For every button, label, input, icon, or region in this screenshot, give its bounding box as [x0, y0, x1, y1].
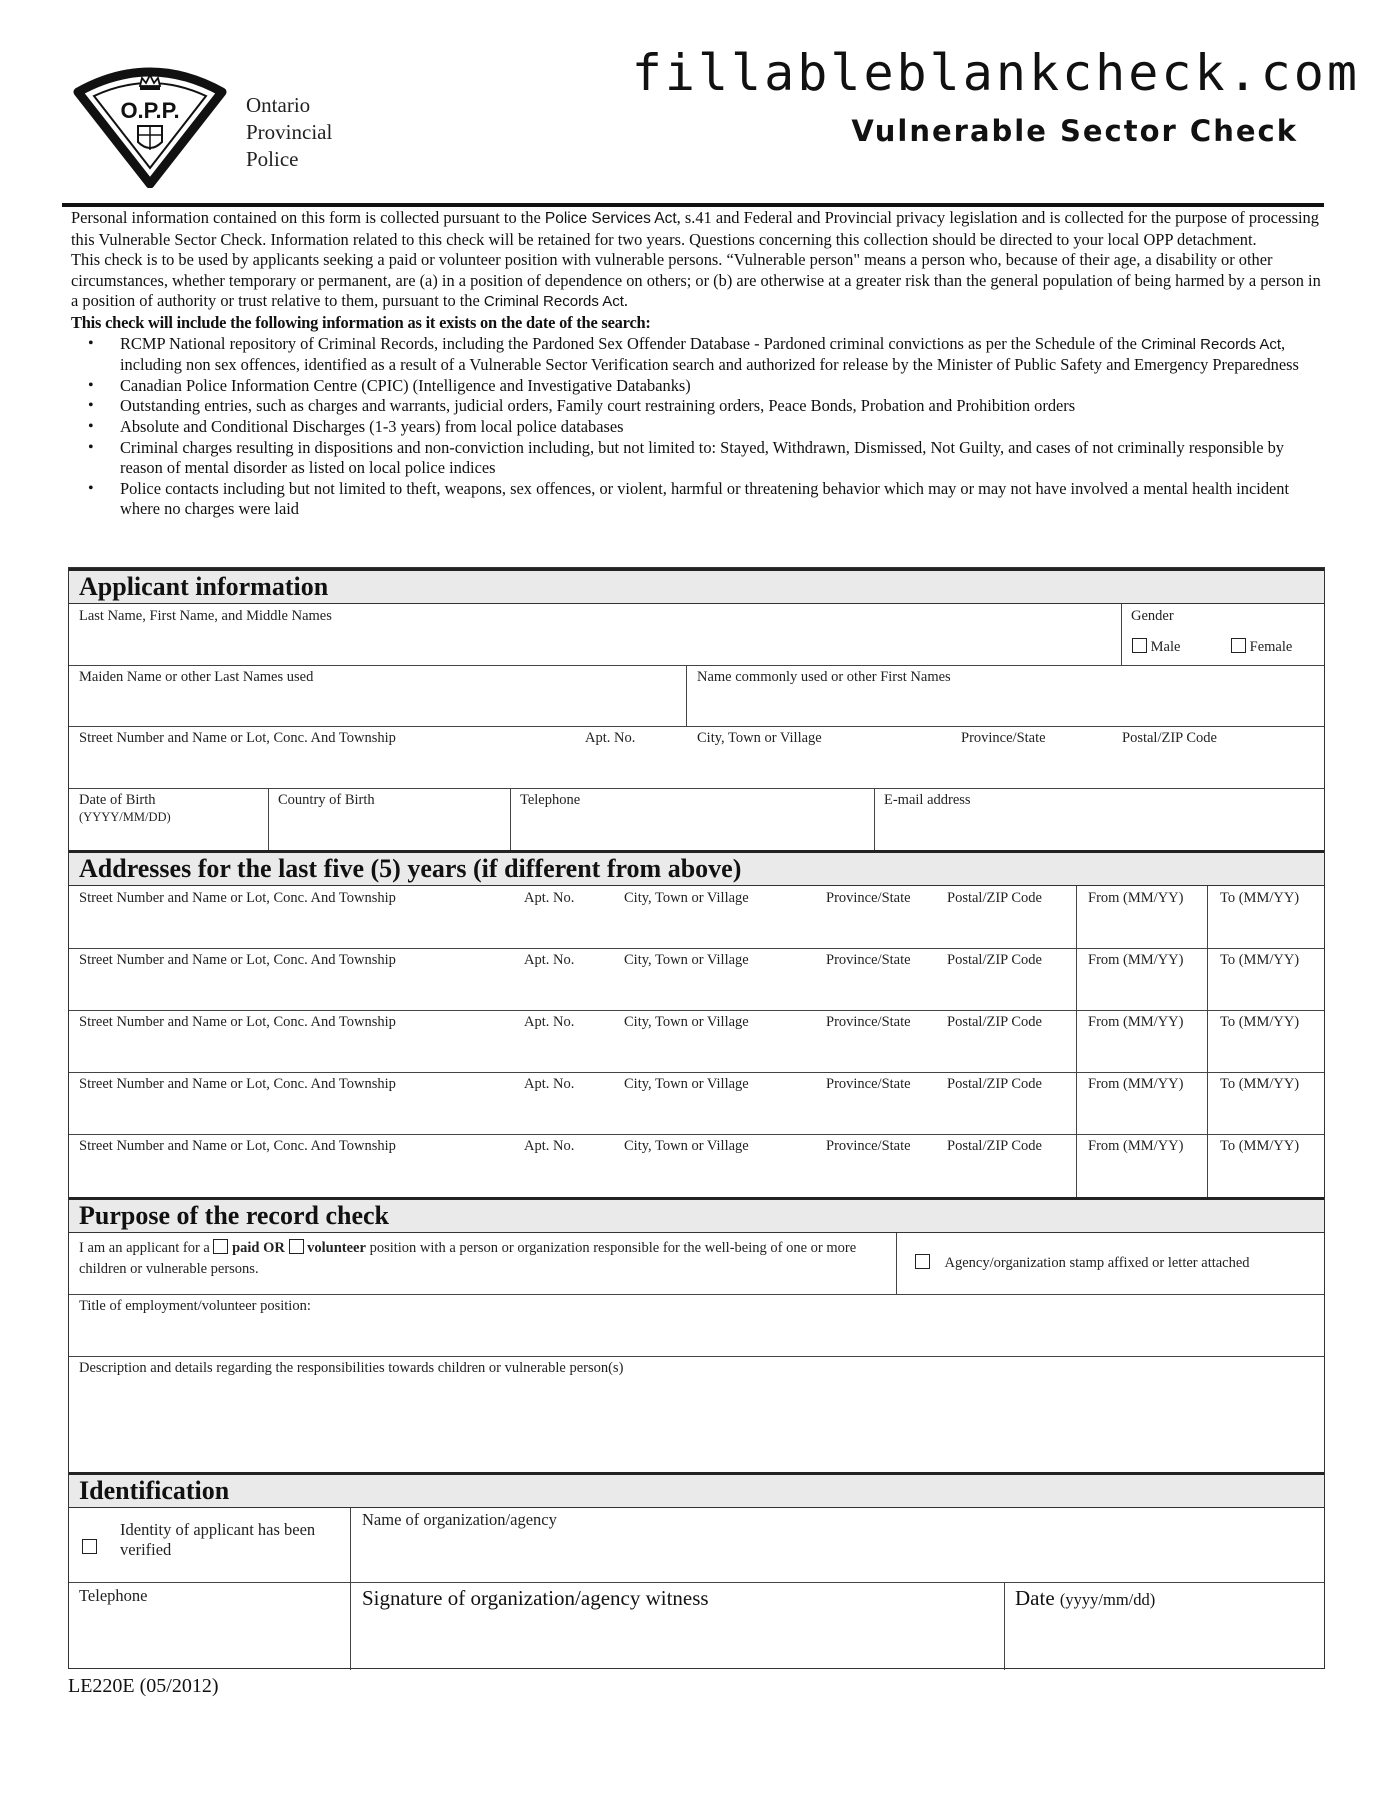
witness-signature-label: Signature of organization/agency witness [362, 1586, 709, 1610]
apt-label: Apt. No. [524, 890, 575, 906]
street-label: Street Number and Name or Lot, Conc. And Township [79, 1014, 396, 1030]
male-option[interactable] [1132, 638, 1180, 656]
list-item: • Criminal charges resulting in dispositions and non-conviction including, but not limited to: Stayed, Withdrawn, Dismissed, Not Guilty, and cases of not criminally responsible by reason of mental disorder as listed on local police indices [71, 438, 1321, 479]
act-name: Criminal Records Act [483, 293, 624, 311]
to-label: To (MM/YY) [1220, 890, 1300, 906]
list-item: • Outstanding entries, such as charges and warrants, judicial orders, Family court restraining orders, Peace Bonds, Probation and Prohibition orders [71, 396, 1321, 417]
section-title: Purpose of the record check [79, 1201, 390, 1230]
privacy-notice: Personal information contained on this form is collected pursuant to the Police Services Act, s.41 and Federal and Provincial privacy legislation and is collected for the purpose of processing this Vulnerable Sector Check. Information related to this check will be retained for two years. Questions concerning this collection should be directed to your local OPP detachment. [71, 208, 1319, 249]
list-item: • Police contacts including but not limited to theft, weapons, sex offences, or violent, harmful or threatening behavior which may or may not have involved a mental health incident where no charges were laid [71, 479, 1321, 520]
city-label: City, Town or Village [624, 1076, 749, 1092]
date-text: Date [1015, 1586, 1055, 1610]
common-name-label: Name commonly used or other First Names [697, 669, 951, 685]
act-name: Police Services Act [544, 210, 677, 227]
street-label: Street Number and Name or Lot, Conc. And Township [79, 1076, 396, 1092]
city-label: City, Town or Village [624, 1138, 749, 1154]
form-code: LE220E (05/2012) [68, 1675, 219, 1697]
verified-checkbox[interactable] [82, 1539, 97, 1554]
postal-label: Postal/ZIP Code [1122, 730, 1217, 746]
act-name: Criminal Records Act [1140, 335, 1282, 353]
male-label: Male [1150, 639, 1181, 655]
section-purpose [69, 1197, 1324, 1233]
org-name-label: Name of organization/agency [362, 1510, 557, 1529]
witness-telephone-label: Telephone [79, 1586, 148, 1605]
postal-label: Postal/ZIP Code [947, 952, 1042, 968]
opp-logo [70, 58, 230, 188]
document-title: Vulnerable Sector Check [851, 114, 1298, 148]
divider [1207, 886, 1208, 1197]
from-label: From (MM/YY) [1088, 1076, 1184, 1092]
city-label: City, Town or Village [697, 730, 822, 746]
divider [510, 788, 511, 850]
province-label: Province/State [826, 1014, 911, 1030]
telephone-label: Telephone [520, 792, 581, 808]
divider [1004, 1582, 1005, 1670]
from-label: From (MM/YY) [1088, 952, 1184, 968]
divider [896, 1233, 897, 1294]
date-label [1015, 1586, 1155, 1611]
section-applicant-info [69, 568, 1324, 604]
city-label: City, Town or Village [624, 952, 749, 968]
section-title: Addresses for the last five (5) years (if different from above) [79, 854, 742, 883]
org-name [246, 92, 332, 173]
stamp-checkbox[interactable] [915, 1254, 930, 1269]
apt-label: Apt. No. [524, 1014, 575, 1030]
province-label: Province/State [826, 1076, 911, 1092]
province-label: Province/State [826, 1138, 911, 1154]
postal-label: Postal/ZIP Code [947, 1138, 1042, 1154]
includes-heading: This check will include the following information as it exists on the date of the search: [71, 312, 651, 332]
statement-text: position with a person or organization responsible for the well-being of one or more children or vulnerable persons. [79, 1240, 857, 1277]
divider [69, 948, 1324, 949]
province-label: Province/State [961, 730, 1046, 746]
volunteer-checkbox[interactable] [289, 1239, 304, 1254]
street-label: Street Number and Name or Lot, Conc. And Township [79, 952, 396, 968]
to-label: To (MM/YY) [1220, 1076, 1300, 1092]
divider [1076, 886, 1077, 1197]
section-title: Applicant information [79, 572, 329, 601]
street-label: Street Number and Name or Lot, Conc. And Township [79, 730, 396, 746]
section-addresses [69, 850, 1324, 886]
volunteer-label: volunteer [307, 1240, 366, 1256]
org-line: Provincial [246, 120, 333, 144]
from-label: From (MM/YY) [1088, 890, 1184, 906]
position-title-label: Title of employment/volunteer position: [79, 1298, 311, 1314]
street-label: Street Number and Name or Lot, Conc. And Township [79, 890, 396, 906]
divider [69, 1582, 1324, 1583]
country-label: Country of Birth [278, 792, 375, 808]
stamp-label: Agency/organization stamp affixed or letter attached [944, 1255, 1250, 1271]
apt-label: Apt. No. [524, 1138, 575, 1154]
divider [69, 665, 1324, 666]
divider [874, 788, 875, 850]
province-label: Province/State [826, 952, 911, 968]
site-watermark: fillableblankcheck.com [631, 44, 1360, 102]
divider [69, 1072, 1324, 1073]
postal-label: Postal/ZIP Code [947, 890, 1042, 906]
gender-label: Gender [1131, 608, 1174, 624]
list-item: • Absolute and Conditional Discharges (1-3 years) from local police databases [71, 417, 1321, 438]
postal-label: Postal/ZIP Code [947, 1076, 1042, 1092]
divider [69, 788, 1324, 789]
female-option[interactable] [1231, 638, 1292, 656]
to-label: To (MM/YY) [1220, 952, 1300, 968]
email-label: E-mail address [884, 792, 971, 808]
from-label: From (MM/YY) [1088, 1014, 1184, 1030]
divider [69, 1294, 1324, 1295]
divider [69, 726, 1324, 727]
divider [69, 1134, 1324, 1135]
to-label: To (MM/YY) [1220, 1014, 1300, 1030]
maiden-name-label: Maiden Name or other Last Names used [79, 669, 314, 685]
divider [268, 788, 269, 850]
org-line: Ontario [246, 93, 311, 117]
city-label: City, Town or Village [624, 1014, 749, 1030]
section-title: Identification [79, 1476, 230, 1505]
divider [686, 665, 687, 726]
divider [69, 1010, 1324, 1011]
statement-text: I am an applicant for a [79, 1240, 214, 1256]
org-line: Police [246, 147, 299, 171]
intro-text [71, 208, 1321, 520]
paid-checkbox[interactable] [213, 1239, 228, 1254]
responsibilities-label: Description and details regarding the responsibilities towards children or vulnerable person(s) [79, 1360, 624, 1376]
logo-text: O.P.P. [120, 98, 180, 123]
includes-list [71, 334, 1321, 520]
to-label: To (MM/YY) [1220, 1138, 1300, 1154]
divider [1121, 604, 1122, 665]
section-identification [69, 1472, 1324, 1508]
usage-notice: This check is to be used by applicants seeking a paid or volunteer position with vulnerable persons. “Vulnerable person" means a person who, because of their age, a disability or other circumstances, whether temporary or permanent, are (a) in a position of dependence on others; or (b) are otherwise at a greater risk than the general population of being harmed by a person in a position of authority or trust relative to them, pursuant to the Criminal Records Act. [71, 250, 1321, 311]
full-name-label: Last Name, First Name, and Middle Names [79, 608, 332, 624]
apt-label: Apt. No. [524, 952, 575, 968]
postal-label: Postal/ZIP Code [947, 1014, 1042, 1030]
street-label: Street Number and Name or Lot, Conc. And Township [79, 1138, 396, 1154]
female-checkbox[interactable] [1231, 638, 1246, 653]
list-item: • RCMP National repository of Criminal Records, including the Pardoned Sex Offender Database - Pardoned criminal convictions as per the Schedule of the Criminal Records Act, including non sex offences, identified as a result of a Vulnerable Sector Verification search and authorized for release by the Minister of Public Safety and Emergency Preparedness [71, 334, 1321, 376]
header-divider [62, 203, 1324, 207]
female-label: Female [1249, 639, 1293, 655]
divider [350, 1508, 351, 1670]
divider [69, 1356, 1324, 1357]
dob-label: Date of Birth [79, 792, 156, 808]
province-label: Province/State [826, 890, 911, 906]
dob-format-label: (YYYY/MM/DD) [79, 810, 171, 824]
applicant-type-statement [79, 1238, 879, 1280]
application-form [68, 567, 1325, 1669]
apt-label: Apt. No. [585, 730, 636, 746]
male-checkbox[interactable] [1132, 638, 1147, 653]
from-label: From (MM/YY) [1088, 1138, 1184, 1154]
list-item: • Canadian Police Information Centre (CPIC) (Intelligence and Investigative Databanks) [71, 376, 1321, 397]
city-label: City, Town or Village [624, 890, 749, 906]
date-format: (yyyy/mm/dd) [1059, 1590, 1156, 1609]
stamp-option[interactable] [915, 1254, 1250, 1272]
paid-label: paid OR [232, 1240, 285, 1256]
verified-label: Identity of applicant has been verified [120, 1520, 316, 1559]
apt-label: Apt. No. [524, 1076, 575, 1092]
